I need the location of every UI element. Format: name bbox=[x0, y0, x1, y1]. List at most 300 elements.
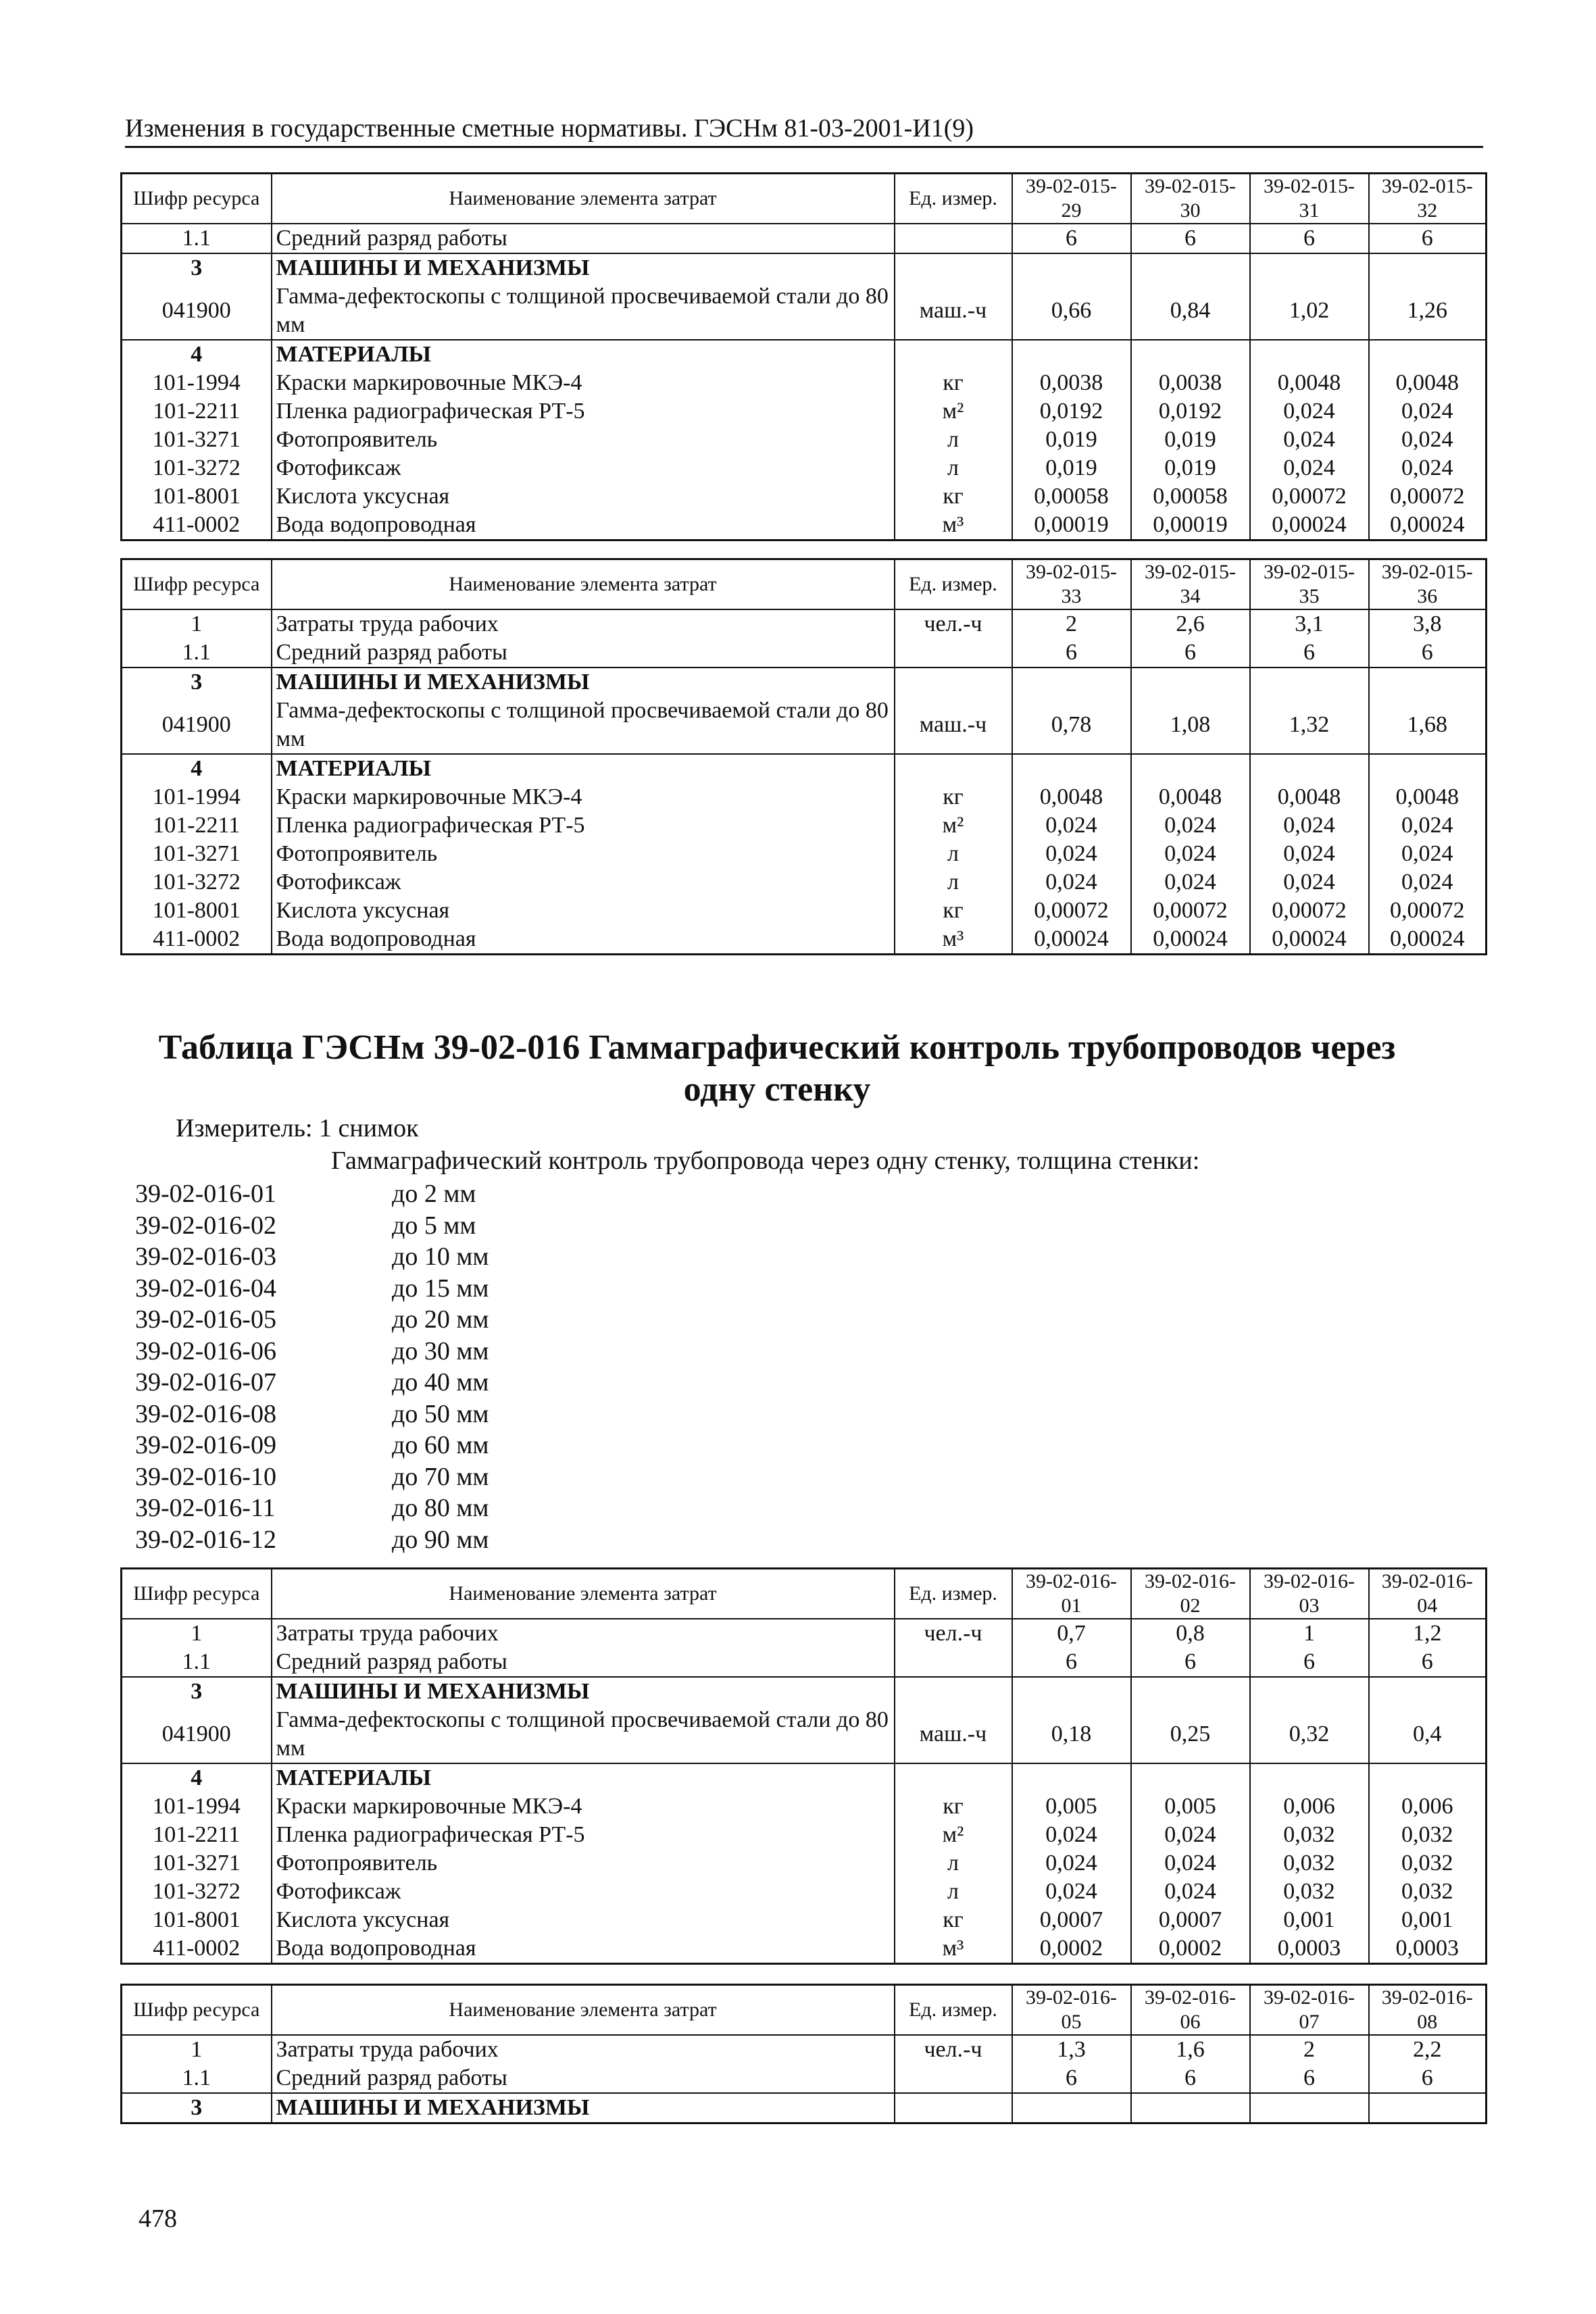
row-value: 0,0038 bbox=[1012, 369, 1131, 397]
row-value: 0,024 bbox=[1250, 397, 1369, 426]
row-value: 0,84 bbox=[1131, 282, 1250, 340]
row-value: 6 bbox=[1250, 2064, 1369, 2093]
table-row bbox=[122, 1792, 1487, 1821]
row-code: 101-8001 bbox=[122, 1906, 272, 1934]
row-unit bbox=[895, 1763, 1012, 1792]
row-value: 1,32 bbox=[1250, 697, 1369, 754]
header-name: Наименование элемента затрат bbox=[272, 1569, 895, 1619]
row-code: 101-3272 bbox=[122, 454, 272, 482]
row-value bbox=[1012, 340, 1131, 369]
row-unit: л bbox=[895, 1878, 1012, 1906]
row-unit: маш.-ч bbox=[895, 697, 1012, 754]
header-unit: Ед. измер. bbox=[895, 174, 1012, 224]
row-code: 3 bbox=[122, 1677, 272, 1706]
norm-table-016-01 bbox=[120, 1567, 1487, 1965]
row-value: 3,1 bbox=[1250, 609, 1369, 638]
code-list-item bbox=[135, 1210, 489, 1242]
header-norm-code: 39-02-015-29 bbox=[1012, 174, 1131, 224]
norm-code: 39-02-016-07 bbox=[135, 1368, 276, 1397]
row-value: 0,032 bbox=[1369, 1878, 1487, 1906]
row-value: 0,024 bbox=[1250, 840, 1369, 868]
row-value bbox=[1012, 2093, 1131, 2123]
norm-table-016-05 bbox=[120, 1984, 1487, 2124]
row-value: 0,7 bbox=[1012, 1619, 1131, 1648]
row-code: 3 bbox=[122, 668, 272, 697]
row-value: 1,26 bbox=[1369, 282, 1487, 340]
code-list-item bbox=[135, 1178, 489, 1210]
row-name: МАШИНЫ И МЕХАНИЗМЫ bbox=[272, 668, 895, 697]
row-value: 0,0192 bbox=[1131, 397, 1250, 426]
row-code: 1.1 bbox=[122, 224, 272, 253]
row-value: 0,032 bbox=[1369, 1821, 1487, 1849]
row-code: 1 bbox=[122, 2035, 272, 2064]
code-list bbox=[135, 1178, 489, 1555]
row-value: 0,0048 bbox=[1250, 783, 1369, 811]
table-header-row bbox=[122, 559, 1487, 610]
row-unit: м³ bbox=[895, 925, 1012, 955]
row-value: 0,00019 bbox=[1012, 511, 1131, 540]
row-code: 4 bbox=[122, 1763, 272, 1792]
table-row bbox=[122, 638, 1487, 668]
row-value bbox=[1250, 754, 1369, 783]
norm-code: 39-02-016-04 bbox=[135, 1274, 276, 1303]
header-norm-code: 39-02-016-04 bbox=[1369, 1569, 1487, 1619]
norm-desc: до 90 мм bbox=[392, 1525, 489, 1554]
row-value: 6 bbox=[1131, 224, 1250, 253]
table-row bbox=[122, 282, 1487, 340]
row-name: Краски маркировочные МКЭ-4 bbox=[272, 783, 895, 811]
row-value bbox=[1369, 340, 1487, 369]
header-unit: Ед. измер. bbox=[895, 559, 1012, 610]
row-name: Пленка радиографическая РТ-5 bbox=[272, 397, 895, 426]
row-value bbox=[1131, 340, 1250, 369]
row-name: Фотопроявитель bbox=[272, 426, 895, 454]
header-norm-code: 39-02-016-07 bbox=[1250, 1985, 1369, 2036]
row-value: 0,024 bbox=[1012, 1878, 1131, 1906]
row-value: 0,0048 bbox=[1369, 369, 1487, 397]
row-value: 0,032 bbox=[1250, 1849, 1369, 1878]
row-name: Кислота уксусная bbox=[272, 482, 895, 511]
row-value: 0,8 bbox=[1131, 1619, 1250, 1648]
row-value: 6 bbox=[1131, 2064, 1250, 2093]
row-value: 0,019 bbox=[1131, 426, 1250, 454]
row-value bbox=[1369, 2093, 1487, 2123]
row-code: 101-2211 bbox=[122, 1821, 272, 1849]
norm-desc: до 2 мм bbox=[392, 1180, 476, 1208]
row-unit: л bbox=[895, 454, 1012, 482]
row-value bbox=[1012, 668, 1131, 697]
row-unit: чел.-ч bbox=[895, 1619, 1012, 1648]
header-norm-code: 39-02-015-32 bbox=[1369, 174, 1487, 224]
row-value bbox=[1250, 2093, 1369, 2123]
table-row bbox=[122, 1619, 1487, 1648]
header-unit: Ед. измер. bbox=[895, 1985, 1012, 2036]
row-name: Средний разряд работы bbox=[272, 638, 895, 668]
row-value: 0,024 bbox=[1012, 840, 1131, 868]
row-value: 0,0002 bbox=[1131, 1934, 1250, 1964]
header-norm-code: 39-02-016-08 bbox=[1369, 1985, 1487, 2036]
row-value: 2,2 bbox=[1369, 2035, 1487, 2064]
row-name: Средний разряд работы bbox=[272, 224, 895, 253]
row-value: 6 bbox=[1369, 638, 1487, 668]
table-row bbox=[122, 397, 1487, 426]
row-value bbox=[1369, 1763, 1487, 1792]
norm-desc: до 50 мм bbox=[392, 1399, 489, 1428]
row-value bbox=[1012, 754, 1131, 783]
row-unit bbox=[895, 224, 1012, 253]
row-code: 1 bbox=[122, 1619, 272, 1648]
norm-desc: до 80 мм bbox=[392, 1494, 489, 1522]
row-value: 0,024 bbox=[1012, 1849, 1131, 1878]
table-row bbox=[122, 1648, 1487, 1677]
header-norm-code: 39-02-016-01 bbox=[1012, 1569, 1131, 1619]
row-value: 0,024 bbox=[1250, 454, 1369, 482]
row-unit: м² bbox=[895, 397, 1012, 426]
table-row bbox=[122, 609, 1487, 638]
norm-code: 39-02-016-06 bbox=[135, 1336, 276, 1365]
header-code: Шифр ресурса bbox=[122, 559, 272, 610]
row-value: 2,6 bbox=[1131, 609, 1250, 638]
header-norm-code: 39-02-016-02 bbox=[1131, 1569, 1250, 1619]
row-unit bbox=[895, 2064, 1012, 2093]
row-value: 0,4 bbox=[1369, 1706, 1487, 1763]
table-row bbox=[122, 2064, 1487, 2093]
norm-desc: до 20 мм bbox=[392, 1305, 489, 1334]
row-value: 6 bbox=[1012, 638, 1131, 668]
row-value: 0,00024 bbox=[1250, 925, 1369, 955]
row-value: 0,00072 bbox=[1369, 897, 1487, 925]
row-unit: кг bbox=[895, 1906, 1012, 1934]
row-value bbox=[1250, 1763, 1369, 1792]
norm-desc: до 30 мм bbox=[392, 1336, 489, 1365]
table-row bbox=[122, 1878, 1487, 1906]
table-row bbox=[122, 1763, 1487, 1792]
row-value: 0,024 bbox=[1131, 1878, 1250, 1906]
row-value: 0,00072 bbox=[1131, 897, 1250, 925]
table-row bbox=[122, 925, 1487, 955]
row-unit bbox=[895, 1648, 1012, 1677]
row-value: 0,024 bbox=[1012, 868, 1131, 897]
row-value: 2 bbox=[1012, 609, 1131, 638]
norm-code: 39-02-016-05 bbox=[135, 1305, 276, 1334]
row-unit: чел.-ч bbox=[895, 2035, 1012, 2064]
row-value: 0,001 bbox=[1250, 1906, 1369, 1934]
row-code: 101-8001 bbox=[122, 482, 272, 511]
row-code: 041900 bbox=[122, 1706, 272, 1763]
page-number: 478 bbox=[139, 2205, 177, 2233]
code-list-item bbox=[135, 1336, 489, 1367]
row-value: 0,0048 bbox=[1369, 783, 1487, 811]
section-title: Таблица ГЭСНм 39-02-016 Гаммаграфический контроль трубопроводов через одну стенку bbox=[158, 1028, 1396, 1109]
row-value: 0,00072 bbox=[1250, 897, 1369, 925]
table-row bbox=[122, 897, 1487, 925]
norm-table-015-33 bbox=[120, 558, 1487, 955]
row-value: 0,024 bbox=[1369, 811, 1487, 840]
row-name: Вода водопроводная bbox=[272, 511, 895, 540]
row-code: 101-1994 bbox=[122, 1792, 272, 1821]
table-row bbox=[122, 2035, 1487, 2064]
table-row bbox=[122, 754, 1487, 783]
row-value: 0,00058 bbox=[1012, 482, 1131, 511]
row-value: 0,0038 bbox=[1131, 369, 1250, 397]
row-name: Затраты труда рабочих bbox=[272, 2035, 895, 2064]
table-row bbox=[122, 1849, 1487, 1878]
row-code: 041900 bbox=[122, 697, 272, 754]
row-value: 1,68 bbox=[1369, 697, 1487, 754]
row-name: Гамма-дефектоскопы с толщиной просвечиваемой стали до 80 мм bbox=[272, 1706, 895, 1763]
row-value bbox=[1012, 253, 1131, 282]
row-value: 3,8 bbox=[1369, 609, 1487, 638]
row-value bbox=[1131, 1677, 1250, 1706]
row-value: 0,00024 bbox=[1369, 511, 1487, 540]
row-value: 0,024 bbox=[1369, 840, 1487, 868]
row-name: Затраты труда рабочих bbox=[272, 609, 895, 638]
row-value: 0,78 bbox=[1012, 697, 1131, 754]
row-value: 2 bbox=[1250, 2035, 1369, 2064]
row-name: Гамма-дефектоскопы с толщиной просвечиваемой стали до 80 мм bbox=[272, 697, 895, 754]
row-value: 0,00024 bbox=[1012, 925, 1131, 955]
row-value: 1,2 bbox=[1369, 1619, 1487, 1648]
row-value: 0,024 bbox=[1131, 811, 1250, 840]
code-list-item bbox=[135, 1430, 489, 1461]
row-code: 101-8001 bbox=[122, 897, 272, 925]
row-code: 4 bbox=[122, 754, 272, 783]
row-name: МАТЕРИАЛЫ bbox=[272, 754, 895, 783]
row-unit: л bbox=[895, 840, 1012, 868]
table-row bbox=[122, 1821, 1487, 1849]
row-value: 0,019 bbox=[1012, 454, 1131, 482]
row-value: 0,00072 bbox=[1369, 482, 1487, 511]
meter-line: Измеритель: 1 снимок bbox=[176, 1114, 419, 1142]
row-value: 1,3 bbox=[1012, 2035, 1131, 2064]
code-list-item bbox=[135, 1492, 489, 1524]
norm-desc: до 70 мм bbox=[392, 1462, 489, 1491]
row-unit bbox=[895, 340, 1012, 369]
code-list-item bbox=[135, 1367, 489, 1399]
row-name: Краски маркировочные МКЭ-4 bbox=[272, 1792, 895, 1821]
row-code: 101-2211 bbox=[122, 397, 272, 426]
row-value: 6 bbox=[1369, 2064, 1487, 2093]
code-list-item bbox=[135, 1399, 489, 1430]
row-unit: м³ bbox=[895, 1934, 1012, 1964]
row-value: 6 bbox=[1012, 1648, 1131, 1677]
table-header-row bbox=[122, 1569, 1487, 1619]
row-value: 0,032 bbox=[1250, 1878, 1369, 1906]
row-value: 0,66 bbox=[1012, 282, 1131, 340]
row-name: Фотофиксаж bbox=[272, 868, 895, 897]
row-value: 0,019 bbox=[1131, 454, 1250, 482]
row-value: 0,0007 bbox=[1131, 1906, 1250, 1934]
table-row bbox=[122, 340, 1487, 369]
row-unit: кг bbox=[895, 482, 1012, 511]
row-value: 0,00019 bbox=[1131, 511, 1250, 540]
row-value: 0,005 bbox=[1012, 1792, 1131, 1821]
row-code: 411-0002 bbox=[122, 511, 272, 540]
row-value: 0,006 bbox=[1250, 1792, 1369, 1821]
row-value: 0,005 bbox=[1131, 1792, 1250, 1821]
row-value: 0,0003 bbox=[1250, 1934, 1369, 1964]
table-row bbox=[122, 369, 1487, 397]
row-value: 6 bbox=[1250, 1648, 1369, 1677]
table-row bbox=[122, 454, 1487, 482]
norm-desc: до 40 мм bbox=[392, 1368, 489, 1397]
norm-code: 39-02-016-10 bbox=[135, 1462, 276, 1491]
row-name: Средний разряд работы bbox=[272, 1648, 895, 1677]
row-name: МАТЕРИАЛЫ bbox=[272, 1763, 895, 1792]
row-name: Фотопроявитель bbox=[272, 840, 895, 868]
row-name: Фотофиксаж bbox=[272, 1878, 895, 1906]
row-code: 101-1994 bbox=[122, 783, 272, 811]
row-unit: л bbox=[895, 868, 1012, 897]
row-code: 101-3271 bbox=[122, 1849, 272, 1878]
row-value bbox=[1250, 340, 1369, 369]
row-value: 0,00072 bbox=[1012, 897, 1131, 925]
header-norm-code: 39-02-015-31 bbox=[1250, 174, 1369, 224]
row-value bbox=[1131, 253, 1250, 282]
row-value bbox=[1369, 754, 1487, 783]
table-row bbox=[122, 511, 1487, 540]
row-name: МАШИНЫ И МЕХАНИЗМЫ bbox=[272, 253, 895, 282]
table-row bbox=[122, 253, 1487, 282]
row-unit: маш.-ч bbox=[895, 282, 1012, 340]
code-list-item bbox=[135, 1461, 489, 1493]
row-value: 0,019 bbox=[1012, 426, 1131, 454]
row-value: 0,024 bbox=[1250, 868, 1369, 897]
row-value bbox=[1131, 1763, 1250, 1792]
row-name: Кислота уксусная bbox=[272, 1906, 895, 1934]
row-value: 0,0048 bbox=[1131, 783, 1250, 811]
row-value: 0,00024 bbox=[1131, 925, 1250, 955]
row-unit: маш.-ч bbox=[895, 1706, 1012, 1763]
row-value: 0,024 bbox=[1131, 1821, 1250, 1849]
row-value: 0,032 bbox=[1250, 1821, 1369, 1849]
row-unit: кг bbox=[895, 897, 1012, 925]
row-value: 0,001 bbox=[1369, 1906, 1487, 1934]
row-name: МАТЕРИАЛЫ bbox=[272, 340, 895, 369]
table-row bbox=[122, 868, 1487, 897]
row-code: 1.1 bbox=[122, 2064, 272, 2093]
header-unit: Ед. измер. bbox=[895, 1569, 1012, 1619]
table-row bbox=[122, 668, 1487, 697]
header-norm-code: 39-02-015-30 bbox=[1131, 174, 1250, 224]
header-norm-code: 39-02-015-35 bbox=[1250, 559, 1369, 610]
row-code: 101-2211 bbox=[122, 811, 272, 840]
header-code: Шифр ресурса bbox=[122, 1985, 272, 2036]
row-name: Пленка радиографическая РТ-5 bbox=[272, 1821, 895, 1849]
row-code: 101-3272 bbox=[122, 1878, 272, 1906]
row-value bbox=[1131, 2093, 1250, 2123]
table-row bbox=[122, 482, 1487, 511]
row-name: Кислота уксусная bbox=[272, 897, 895, 925]
table-row bbox=[122, 1906, 1487, 1934]
header-norm-code: 39-02-015-36 bbox=[1369, 559, 1487, 610]
norm-code: 39-02-016-09 bbox=[135, 1431, 276, 1459]
code-list-item bbox=[135, 1241, 489, 1273]
table-row bbox=[122, 840, 1487, 868]
row-value: 1,02 bbox=[1250, 282, 1369, 340]
row-value: 6 bbox=[1250, 224, 1369, 253]
row-value: 0,18 bbox=[1012, 1706, 1131, 1763]
row-value: 0,024 bbox=[1369, 397, 1487, 426]
row-value: 0,006 bbox=[1369, 1792, 1487, 1821]
row-code: 101-1994 bbox=[122, 369, 272, 397]
row-value: 0,032 bbox=[1369, 1849, 1487, 1878]
code-list-item bbox=[135, 1273, 489, 1305]
header-norm-code: 39-02-015-33 bbox=[1012, 559, 1131, 610]
table-row bbox=[122, 783, 1487, 811]
row-unit bbox=[895, 754, 1012, 783]
norm-desc: до 10 мм bbox=[392, 1242, 489, 1271]
table-row bbox=[122, 697, 1487, 754]
row-value bbox=[1131, 668, 1250, 697]
row-value: 6 bbox=[1250, 638, 1369, 668]
row-unit: м² bbox=[895, 811, 1012, 840]
table-row bbox=[122, 1706, 1487, 1763]
row-name: МАШИНЫ И МЕХАНИЗМЫ bbox=[272, 1677, 895, 1706]
row-value: 0,00058 bbox=[1131, 482, 1250, 511]
header-norm-code: 39-02-016-03 bbox=[1250, 1569, 1369, 1619]
row-unit bbox=[895, 668, 1012, 697]
row-code: 1 bbox=[122, 609, 272, 638]
row-value: 0,024 bbox=[1369, 426, 1487, 454]
row-value: 0,0003 bbox=[1369, 1934, 1487, 1964]
row-name: Вода водопроводная bbox=[272, 1934, 895, 1964]
running-header: Изменения в государственные сметные нормативы. ГЭСНм 81-03-2001-И1(9) bbox=[125, 114, 1483, 148]
row-unit bbox=[895, 1677, 1012, 1706]
row-value: 0,024 bbox=[1131, 840, 1250, 868]
row-value: 0,0048 bbox=[1012, 783, 1131, 811]
row-unit: кг bbox=[895, 783, 1012, 811]
row-value bbox=[1012, 1763, 1131, 1792]
row-unit bbox=[895, 253, 1012, 282]
row-value bbox=[1250, 1677, 1369, 1706]
norm-desc: до 60 мм bbox=[392, 1431, 489, 1459]
table-row bbox=[122, 224, 1487, 253]
row-name: Пленка радиографическая РТ-5 bbox=[272, 811, 895, 840]
table-row bbox=[122, 1677, 1487, 1706]
row-code: 4 bbox=[122, 340, 272, 369]
norm-code: 39-02-016-11 bbox=[135, 1494, 276, 1522]
row-code: 411-0002 bbox=[122, 925, 272, 955]
table-header-row bbox=[122, 1985, 1487, 2036]
header-name: Наименование элемента затрат bbox=[272, 174, 895, 224]
row-unit: кг bbox=[895, 369, 1012, 397]
row-value bbox=[1250, 668, 1369, 697]
row-value: 6 bbox=[1131, 638, 1250, 668]
row-value: 0,00072 bbox=[1250, 482, 1369, 511]
row-unit: л bbox=[895, 426, 1012, 454]
table-row bbox=[122, 1934, 1487, 1964]
row-value: 1 bbox=[1250, 1619, 1369, 1648]
table-row bbox=[122, 2093, 1487, 2123]
row-value bbox=[1131, 754, 1250, 783]
row-value: 6 bbox=[1012, 2064, 1131, 2093]
row-unit: кг bbox=[895, 1792, 1012, 1821]
header-norm-code: 39-02-016-05 bbox=[1012, 1985, 1131, 2036]
row-value: 0,024 bbox=[1369, 454, 1487, 482]
row-code: 101-3271 bbox=[122, 426, 272, 454]
code-list-item bbox=[135, 1524, 489, 1556]
work-caption: Гаммаграфический контроль трубопровода через одну стенку, толщина стенки: bbox=[331, 1147, 1200, 1175]
row-value: 1,6 bbox=[1131, 2035, 1250, 2064]
header-name: Наименование элемента затрат bbox=[272, 1985, 895, 2036]
norm-desc: до 5 мм bbox=[392, 1211, 476, 1240]
row-code: 101-3271 bbox=[122, 840, 272, 868]
header-code: Шифр ресурса bbox=[122, 174, 272, 224]
row-value: 0,0007 bbox=[1012, 1906, 1131, 1934]
code-list-item bbox=[135, 1304, 489, 1336]
norm-code: 39-02-016-01 bbox=[135, 1180, 276, 1208]
